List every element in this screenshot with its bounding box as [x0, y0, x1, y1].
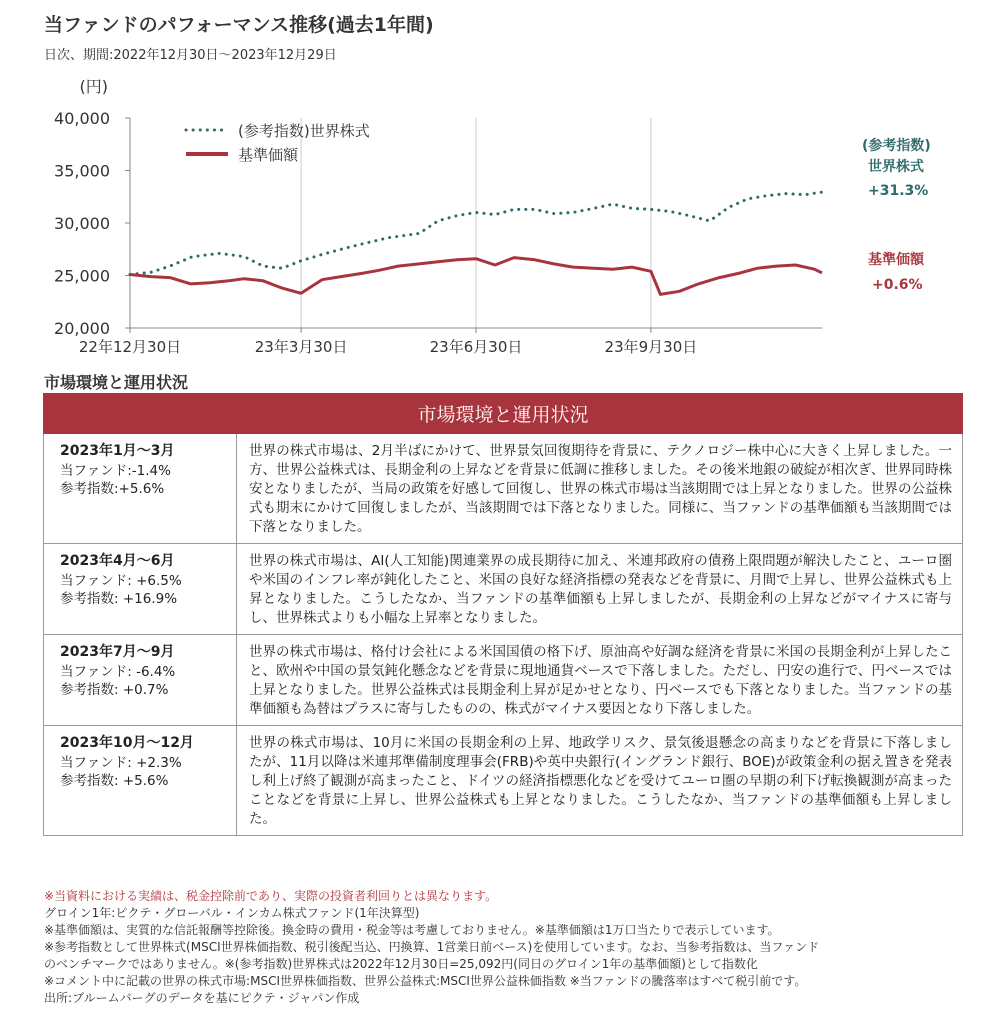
performance-chart — [0, 60, 1006, 365]
index-return: 参考指数: +0.7% — [60, 682, 169, 698]
fund-return: 当ファンド:-1.4% — [60, 463, 171, 479]
footnote-line: のベンチマークではありません。※(参考指数)世界株式は2022年12月30日=25,092円(同日のグロイン1年の基準価額)として指数化 — [44, 957, 758, 971]
y-tick-label: 30,000 — [54, 214, 110, 233]
commentary-text: 世界の株式市場は、AI(人工知能)関連業界の成長期待に加え、米連邦政府の債務上限問題が解決したこと、ユーロ圏や米国のインフレ率が鈍化したこと、米国の良好な経済指標の発表などを背景に、月間で上昇し、世界公益株式も上昇となりました。こうしたなか、当ファンドの基準価額も上昇しましたが、長期金利の上昇などがマイナスに寄与し、世界株式よりも小幅な上昇率となりました。 — [237, 544, 963, 635]
period-cell — [44, 434, 237, 544]
footnote-line: ※コメント中に記載の世界の株式市場:MSCI世界株価指数、世界公益株式:MSCI世界公益株価指数 ※当ファンドの騰落率はすべて税引前です。 — [44, 974, 807, 988]
commentary-text: 世界の株式市場は、10月に米国の長期金利の上昇、地政学リスク、景気後退懸念の高まりなどを背景に下落しましたが、11月以降は米連邦準備制度理事会(FRB)や英中央銀行(イングランド銀行、BOE)が政策金利の据え置きを発表し利上げ終了観測が高まったこと、ドイツの経済指標悪化などを受けてユーロ圏の早期の利下げ転換観測が高まったことなどを背景に上昇し、世界公益株式も上昇となりました。こうしたなか、当ファンドの基準価額も上昇しました。 — [237, 726, 963, 836]
x-tick-label: 23年6月30日 — [429, 338, 523, 356]
footnote-warning: ※当資料における実績は、税金控除前であり、実際の投資者利回りとは異なります。 — [44, 889, 498, 903]
section-title: 市場環境と運用状況 — [44, 373, 189, 392]
chart-axes — [54, 77, 822, 356]
x-tick-label: 22年12月30日 — [78, 338, 182, 356]
x-tick-label: 23年3月30日 — [254, 338, 348, 356]
index-return: 参考指数:+5.6% — [60, 481, 165, 497]
fund-return: 当ファンド: -6.4% — [60, 664, 176, 680]
fund-return: 当ファンド: +6.5% — [60, 573, 182, 589]
table-row — [44, 544, 963, 635]
chart-grid — [130, 118, 651, 328]
footnote-line: 出所:ブルームバーグのデータを基にピクテ・ジャパン作成 — [44, 991, 360, 1005]
y-tick-label: 25,000 — [54, 266, 110, 286]
period-cell — [44, 726, 237, 836]
y-tick-label: 40,000 — [54, 109, 110, 128]
index-end-label-value: +31.3% — [868, 183, 929, 199]
fund-return: 当ファンド: +2.3% — [60, 755, 182, 771]
index-return: 参考指数: +5.6% — [60, 773, 169, 789]
table-row — [44, 635, 963, 726]
y-tick-label: 35,000 — [54, 161, 110, 181]
x-tick-label: 23年9月30日 — [604, 338, 698, 356]
table-header: 市場環境と運用状況 — [44, 394, 963, 434]
index-end-label-name: (参考指数) — [862, 138, 931, 154]
period-cell — [44, 635, 237, 726]
footnote-line: ※参考指数として世界株式(MSCI世界株価指数、税引後配当込、円換算、1営業日前ベース)を使用しています。なお、当参考指数は、当ファンド — [44, 940, 820, 954]
y-unit-label: (円) — [79, 77, 108, 96]
period-label: 2023年10月～12月 — [60, 735, 194, 751]
chart-end-labels — [862, 137, 931, 293]
footnote-line: ※基準価額は、実質的な信託報酬等控除後。換金時の費用・税金等は考慮しておりません。※基準価額は1万口当たりで表示しています。 — [44, 923, 780, 937]
chart-legend — [186, 122, 370, 164]
index-return: 参考指数: +16.9% — [60, 591, 178, 607]
period-cell — [44, 544, 237, 635]
fund-end-label-value: +0.6% — [872, 277, 923, 293]
fund-end-label-name: 基準価額 — [868, 252, 924, 268]
table-row — [44, 726, 963, 836]
legend-label-1: 基準価額 — [238, 146, 299, 164]
period-label: 2023年7月～9月 — [60, 644, 175, 660]
market-commentary-table — [43, 393, 963, 836]
table-row — [44, 434, 963, 544]
footnotes — [44, 888, 974, 1007]
chart-subtitle: 日次、期間:2022年12月30日～2023年12月29日 — [44, 48, 337, 63]
footnote-line: グロイン1年:ピクテ・グローバル・インカム株式ファンド(1年決算型) — [44, 906, 420, 920]
period-label: 2023年4月～6月 — [60, 553, 175, 569]
y-tick-label: 20,000 — [54, 319, 110, 338]
period-label: 2023年1月～3月 — [60, 443, 175, 459]
legend-label-0: (参考指数)世界株式 — [238, 122, 370, 140]
commentary-text: 世界の株式市場は、格付け会社による米国国債の格下げ、原油高や好調な経済を背景に米国の長期金利が上昇したこと、欧州や中国の景気鈍化懸念などを背景に現地通貨ベースで下落しました。ただし、円安の進行で、円ベースでは上昇となりました。世界公益株式は長期金利上昇が足かせとなり、円ベースでも下落となりました。当ファンドの基準価額も為替はプラスに寄与したものの、株式がマイナス要因となり下落しました。 — [237, 635, 963, 726]
index-end-label-name: 世界株式 — [868, 159, 924, 175]
chart-title: 当ファンドのパフォーマンス推移(過去1年間) — [44, 14, 434, 36]
commentary-text: 世界の株式市場は、2月半ばにかけて、世界景気回復期待を背景に、テクノロジー株中心に大きく上昇しました。一方、世界公益株式は、長期金利の上昇などを背景に低調に推移しました。その後米地銀の破綻が相次ぎ、世界同時株安となりましたが、当局の政策を好感して回復し、世界の株式市場は当該期間では上昇となりました。世界の公益株式も期末にかけて回復しましたが、当該期間では下落となりました。同様に、当ファンドの基準価額も当該期間では下落となりました。 — [237, 434, 963, 544]
